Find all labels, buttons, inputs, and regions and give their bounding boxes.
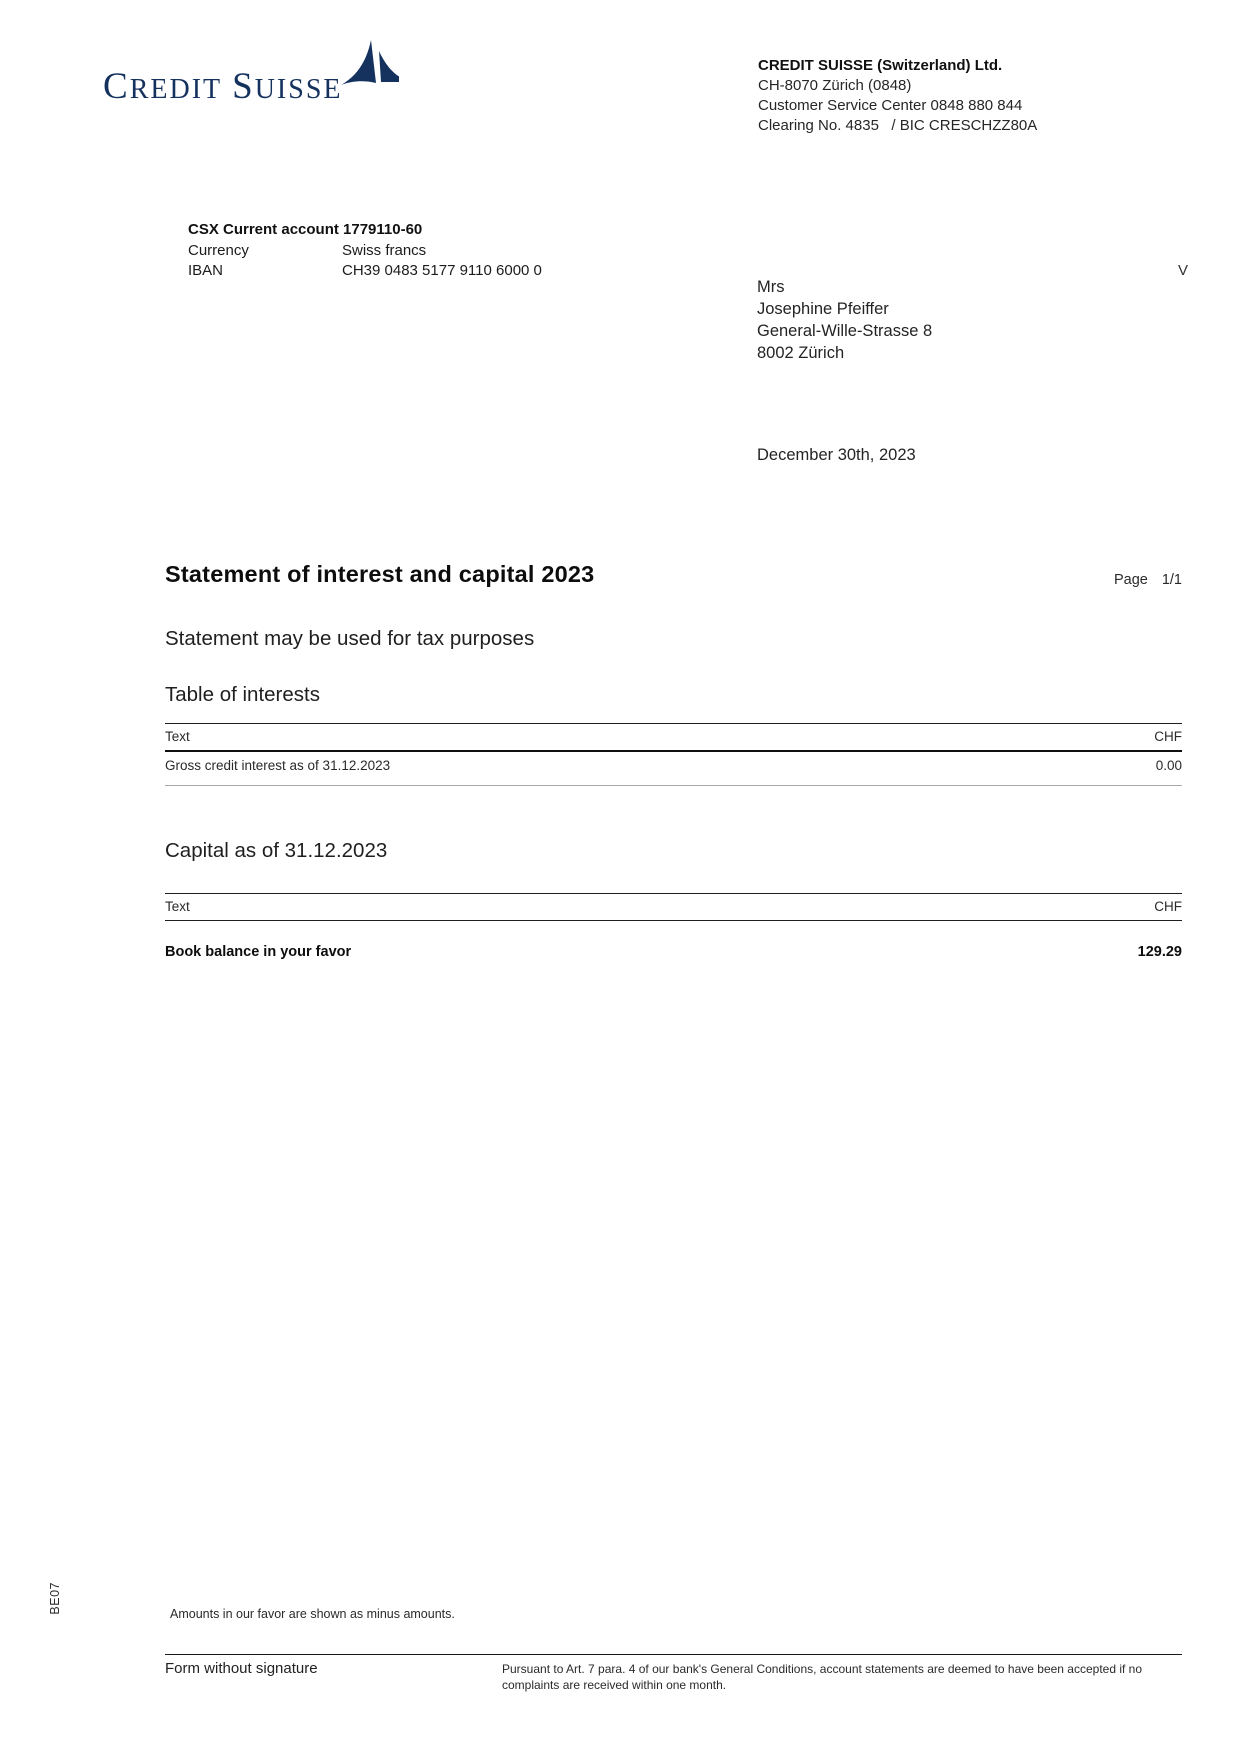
double-sail-icon bbox=[338, 38, 402, 88]
table-row bbox=[165, 752, 1182, 786]
book-balance-amount: 129.29 bbox=[1137, 944, 1182, 960]
interests-section-heading: Table of interests bbox=[165, 683, 320, 706]
logo-word-credit: CREDIT bbox=[103, 66, 223, 107]
account-row-currency bbox=[188, 241, 542, 261]
minus-amounts-note: Amounts in our favor are shown as minus amounts. bbox=[170, 1607, 455, 1621]
bank-city-line: CH-8070 Zürich (0848) bbox=[758, 77, 912, 94]
bank-address-block bbox=[758, 56, 1037, 136]
tax-purpose-subtitle: Statement may be used for tax purposes bbox=[165, 627, 535, 650]
account-title: CSX Current account 1779110-60 bbox=[188, 221, 423, 238]
footer-divider bbox=[165, 1654, 1182, 1655]
iban-label: IBAN bbox=[188, 262, 224, 279]
book-balance-label: Book balance in your favor bbox=[165, 944, 352, 960]
form-without-signature-label: Form without signature bbox=[165, 1660, 318, 1677]
page-indicator bbox=[1114, 572, 1182, 588]
capital-col-chf: CHF bbox=[1154, 899, 1182, 914]
credit-suisse-logo bbox=[103, 68, 343, 109]
form-code-vertical: BE07 bbox=[48, 1582, 62, 1615]
currency-value: Swiss francs bbox=[342, 242, 427, 259]
book-balance-row bbox=[165, 921, 1182, 960]
bank-service-line: Customer Service Center 0848 880 844 bbox=[758, 97, 1023, 114]
recipient-street: General-Wille-Strasse 8 bbox=[757, 322, 933, 340]
general-conditions-note: Pursuant to Art. 7 para. 4 of our bank's General Conditions, account statements are deemed to have been accepted if no complaints are received within one month. bbox=[502, 1662, 1143, 1692]
interests-table-header bbox=[165, 724, 1182, 752]
account-row-iban bbox=[188, 261, 542, 281]
capital-table bbox=[165, 893, 1182, 960]
interest-row-text: Gross credit interest as of 31.12.2023 bbox=[165, 758, 391, 773]
page-title: Statement of interest and capital 2023 bbox=[165, 561, 595, 587]
interest-row-amount: 0.00 bbox=[1155, 758, 1182, 773]
recipient-salutation: Mrs bbox=[757, 278, 785, 296]
capital-section-heading: Capital as of 31.12.2023 bbox=[165, 839, 388, 862]
page-label: Page bbox=[1113, 572, 1148, 588]
bank-clearing-line: Clearing No. 4835 / BIC CRESCHZZ80A bbox=[758, 117, 1038, 134]
currency-label: Currency bbox=[188, 242, 249, 259]
page-number: 1/1 bbox=[1161, 572, 1182, 588]
dispatch-mark: V bbox=[1178, 262, 1189, 279]
interests-table bbox=[165, 723, 1182, 786]
capital-col-text: Text bbox=[165, 899, 190, 914]
bank-name: CREDIT SUISSE (Switzerland) Ltd. bbox=[758, 57, 1003, 74]
statement-date: December 30th, 2023 bbox=[757, 446, 916, 464]
logo-word-suisse: SUISSE bbox=[232, 66, 343, 107]
recipient-city: 8002 Zürich bbox=[757, 344, 845, 362]
capital-table-header bbox=[165, 894, 1182, 921]
recipient-address-block bbox=[757, 276, 932, 364]
iban-value: CH39 0483 5177 9110 6000 0 bbox=[342, 262, 542, 279]
account-info-block bbox=[188, 219, 542, 281]
recipient-name: Josephine Pfeiffer bbox=[757, 300, 889, 318]
interests-col-text: Text bbox=[165, 729, 190, 744]
interests-col-chf: CHF bbox=[1154, 729, 1182, 744]
